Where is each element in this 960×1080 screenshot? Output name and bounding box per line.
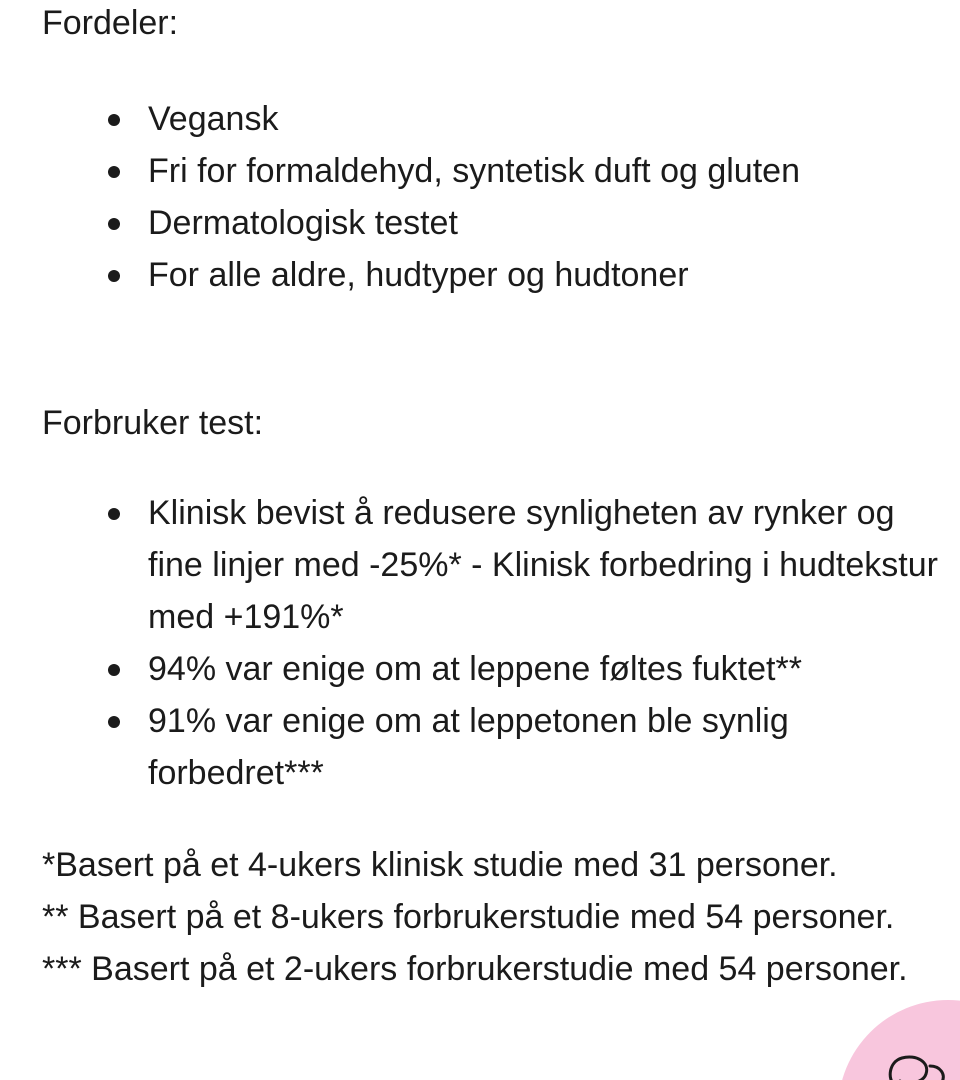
consumer-test-heading: Forbruker test: xyxy=(42,404,264,442)
benefit-item: Vegansk xyxy=(148,93,942,145)
consumer-test-item: 91% var enige om at leppetonen ble synlig forbedret*** xyxy=(148,695,942,799)
footnote: ** Basert på et 8-ukers forbrukerstudie med 54 personer. xyxy=(42,898,895,936)
footnote: *** Basert på et 2-ukers forbrukerstudie med 54 personer. xyxy=(42,950,908,988)
consumer-test-item: 94% var enige om at leppene føltes fuktet** xyxy=(148,643,942,695)
chat-icon xyxy=(886,1052,950,1080)
benefits-heading: Fordeler: xyxy=(42,4,179,42)
benefit-item: For alle aldre, hudtyper og hudtoner xyxy=(148,249,942,301)
benefit-item: Dermatologisk testet xyxy=(148,197,942,249)
footnotes xyxy=(42,839,942,995)
benefits-list xyxy=(42,93,942,301)
chat-widget-button[interactable] xyxy=(838,1000,960,1080)
consumer-test-item: Klinisk bevist å redusere synligheten av rynker og fine linjer med -25%* - Klinisk forbedring i hudtekstur med +191%* xyxy=(148,487,942,643)
consumer-test-list xyxy=(42,487,942,799)
footnote: *Basert på et 4-ukers klinisk studie med 31 personer. xyxy=(42,846,838,884)
product-description xyxy=(42,0,942,995)
benefit-item: Fri for formaldehyd, syntetisk duft og gluten xyxy=(148,145,942,197)
